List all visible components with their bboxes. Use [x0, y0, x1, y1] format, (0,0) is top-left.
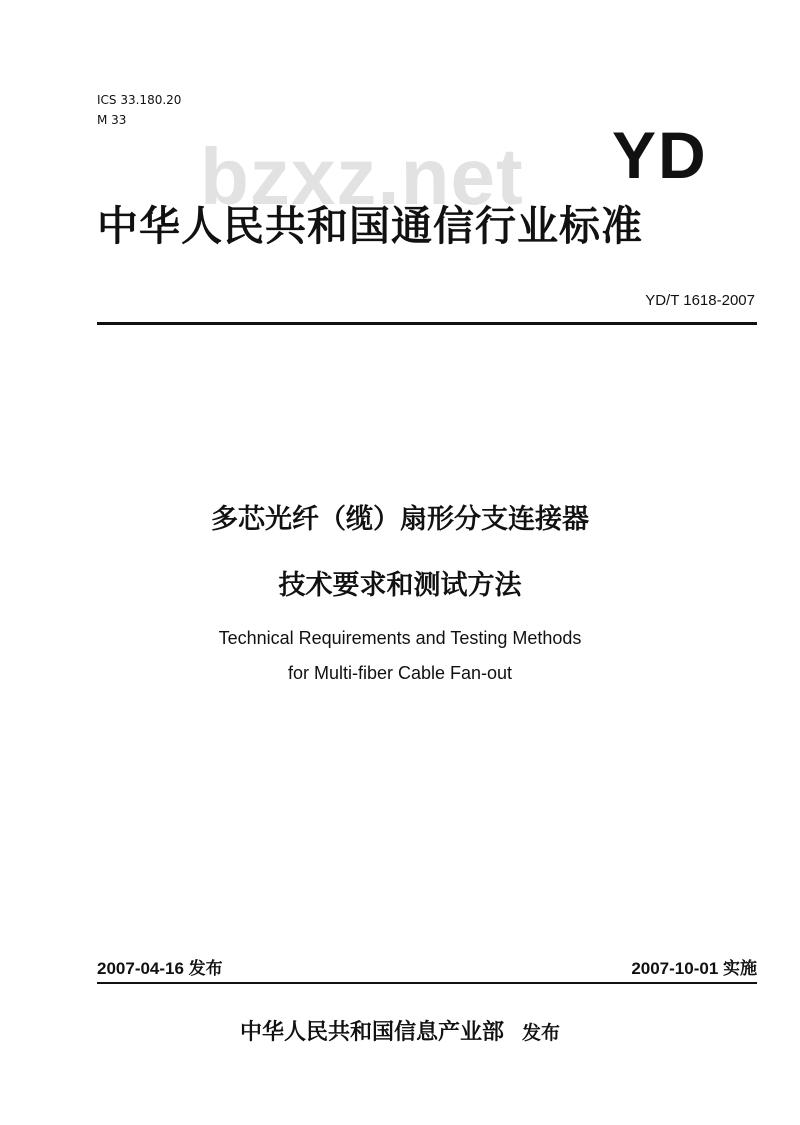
page-title: 中华人民共和国通信行业标准 — [97, 202, 643, 250]
publisher-name: 中华人民共和国信息产业部 — [239, 1019, 504, 1045]
category-code: M 33 — [97, 113, 127, 127]
classification-codes — [97, 90, 181, 130]
yd-logo: YD — [612, 118, 708, 192]
publisher — [0, 1016, 800, 1049]
cn-title-line2: 技术要求和测试方法 — [278, 570, 522, 601]
ics-code: ICS 33.180.20 — [97, 93, 182, 107]
top-divider — [97, 322, 757, 325]
cn-title-line1: 多芯光纤（缆）扇形分支连接器 — [211, 504, 589, 535]
en-title-line1: Technical Requirements and Testing Methods — [218, 628, 582, 648]
bottom-divider — [97, 982, 757, 984]
standard-number: YD/T 1618-2007 — [645, 292, 755, 309]
implementation-date: 2007-10-01 实施 — [631, 959, 757, 978]
publisher-action: 发布 — [522, 1022, 561, 1044]
issue-date: 2007-04-16 发布 — [97, 959, 223, 978]
watermark: bzxz.net — [200, 132, 524, 221]
en-title-line2: for Multi-fiber Cable Fan-out — [287, 663, 513, 683]
